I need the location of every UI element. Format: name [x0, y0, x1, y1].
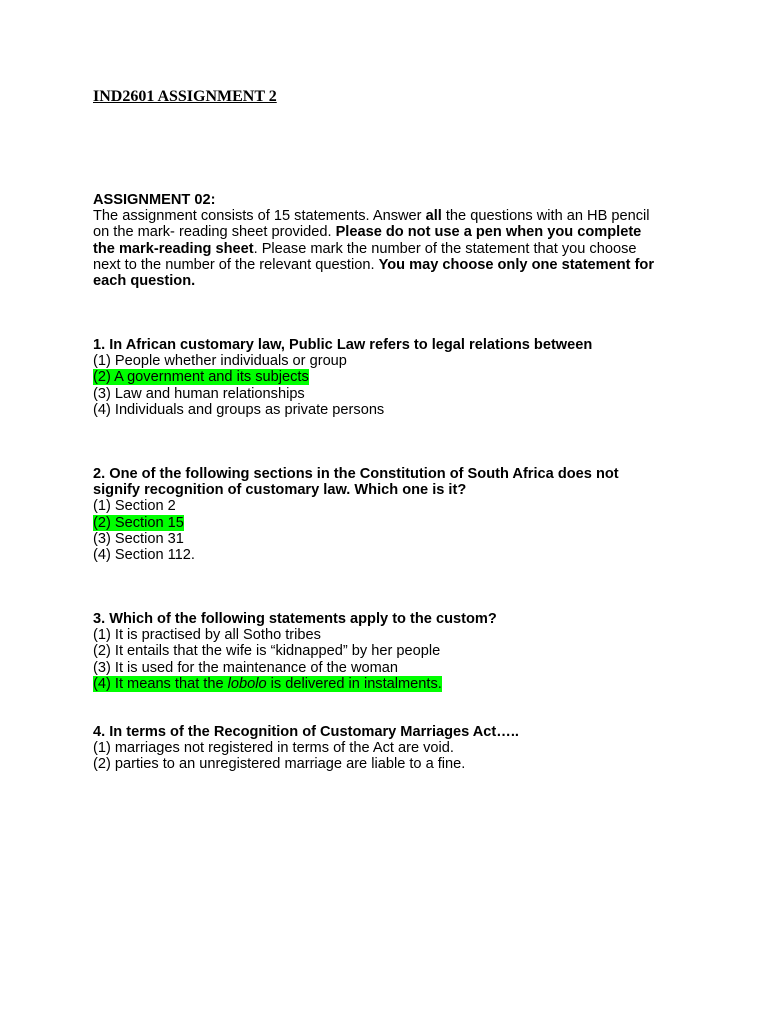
- instructions-line-3: [93, 241, 693, 257]
- answer-option-text: (4) It means that the: [93, 675, 228, 692]
- instructions-heading: ASSIGNMENT 02:: [93, 192, 216, 208]
- question-text: 3. Which of the following statements apply to the custom?: [93, 611, 497, 627]
- answer-option: (2) parties to an unregistered marriage are liable to a fine.: [93, 756, 466, 773]
- instructions-emphasis: Please do not use a pen when you complete: [335, 224, 642, 241]
- answer-option: (2) It entails that the wife is “kidnapped” by her people: [93, 643, 441, 660]
- answer-option: (3) It is used for the maintenance of the woman: [93, 659, 399, 676]
- instructions-emphasis: each question.: [93, 272, 196, 289]
- answer-option-highlighted: [93, 676, 442, 692]
- instructions-text: the questions with an HB pencil: [441, 208, 650, 225]
- instructions-text: The assignment consists of 15 statements. Answer: [93, 208, 426, 225]
- instructions-text: on the mark- reading sheet provided.: [93, 224, 336, 241]
- answer-option-italic-term: lobolo: [227, 675, 267, 692]
- answer-option-text: is delivered in instalments.: [266, 675, 442, 692]
- answer-option: (4) Section 112.: [93, 546, 195, 563]
- document-title: IND2601 ASSIGNMENT 2: [93, 88, 277, 105]
- question-text: 4. In terms of the Recognition of Customary Marriages Act…..: [93, 724, 519, 740]
- answer-option: (3) Law and human relationships: [93, 385, 305, 402]
- answer-option: (1) marriages not registered in terms of the Act are void.: [93, 740, 454, 757]
- answer-option: (1) People whether individuals or group: [93, 353, 347, 370]
- instructions-emphasis: all: [425, 208, 442, 225]
- question-4: [93, 724, 693, 773]
- instructions-emphasis: You may choose only one statement for: [378, 256, 655, 273]
- instructions-text: next to the number of the relevant question.: [93, 256, 379, 273]
- answer-option: (4) Individuals and groups as private persons: [93, 401, 385, 418]
- question-text: 1. In African customary law, Public Law refers to legal relations between: [93, 337, 593, 353]
- question-3: [93, 611, 693, 692]
- answer-option: (1) It is practised by all Sotho tribes: [93, 627, 321, 644]
- answer-option: (3) Section 31: [93, 530, 184, 547]
- question-text: signify recognition of customary law. Which one is it?: [93, 482, 467, 499]
- instructions-text: . Please mark the number of the statement that you choose: [253, 240, 637, 257]
- instructions-line-5: [93, 273, 693, 289]
- answer-option-highlighted: (2) Section 15: [93, 514, 184, 531]
- answer-option: (1) Section 2: [93, 498, 176, 515]
- instructions-line-2: [93, 224, 693, 240]
- question-1: [93, 337, 693, 418]
- instructions-emphasis: the mark-reading sheet: [93, 240, 254, 257]
- instructions-line-1: [93, 208, 693, 224]
- answer-option-highlighted: (2) A government and its subjects: [93, 369, 309, 386]
- question-text: 2. One of the following sections in the Constitution of South Africa does not: [93, 466, 619, 482]
- question-2: [93, 466, 693, 563]
- instructions-line-4: [93, 257, 693, 273]
- assignment-instructions: [93, 192, 693, 289]
